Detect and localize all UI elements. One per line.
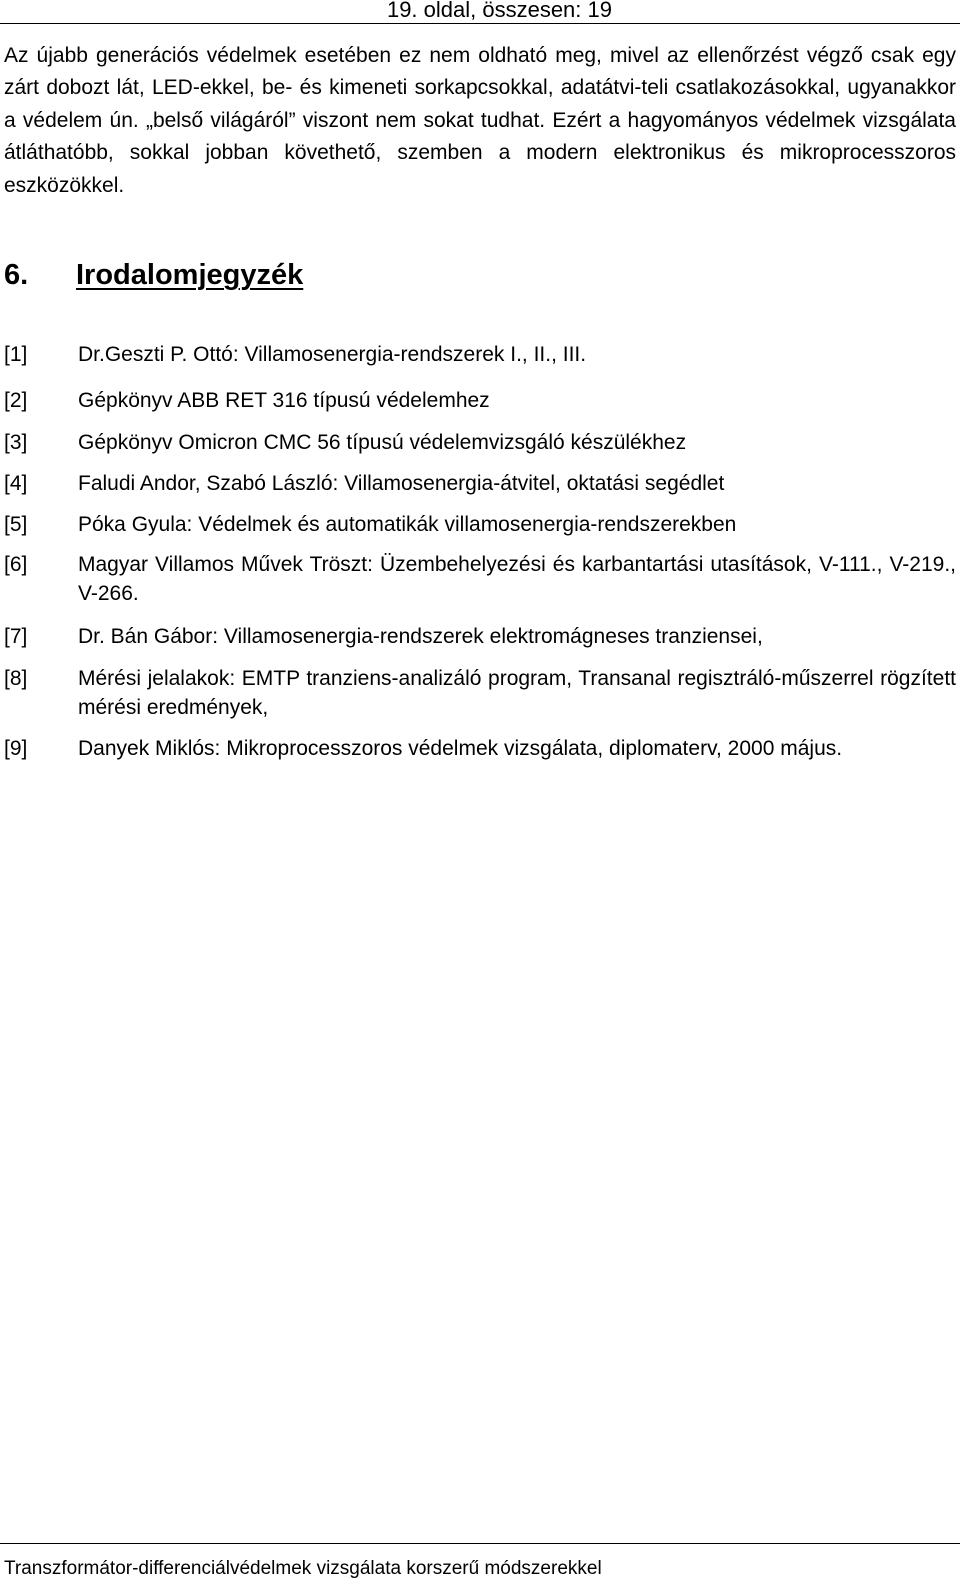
reference-text: Gépkönyv ABB RET 316 típusú védelemhez	[78, 389, 490, 412]
reference-number: [5]	[4, 513, 28, 536]
page-footer	[0, 1543, 960, 1582]
reference-number: [7]	[4, 625, 28, 648]
body-paragraph: Az újabb generációs védelmek esetében ez nem oldható meg, mivel az ellenőrzést végző csak egy zárt dobozt lát, LED-ekkel, be- és kimeneti sorkapcsokkal, adatátvi-teli csatlakozásokkal, ugyanakkor a védelem ún. „belső világáról” viszont nem sokat tudhat. Ezért a hagyományos védelmek vizsgálata átláthatóbb, sokkal jobban követhető, szemben a modern elektronikus és mikroprocesszoros eszközökkel.	[4, 44, 956, 197]
reference-item	[4, 386, 956, 415]
reference-text: Mérési jelalakok: EMTP tranziens-analizáló program, Transanal regisztráló-műszerrel rögzített mérési eredmények,	[78, 667, 956, 719]
reference-item	[4, 428, 956, 457]
reference-number: [2]	[4, 389, 28, 412]
section-title: Irodalomjegyzék	[76, 259, 304, 291]
reference-number: [9]	[4, 737, 28, 760]
body-paragraph-block	[4, 40, 956, 202]
reference-item	[4, 340, 956, 369]
reference-number: [8]	[4, 667, 28, 690]
reference-text: Póka Gyula: Védelmek és automatikák villamosenergia-rendszerekben	[78, 513, 737, 536]
section-number: 6.	[4, 259, 29, 291]
reference-item	[4, 469, 956, 498]
page-header	[0, 0, 960, 24]
reference-item	[4, 510, 956, 539]
reference-number: [1]	[4, 343, 28, 366]
reference-text: Magyar Villamos Művek Tröszt: Üzembehelyezési és karbantartási utasítások, V-111., V-219., V-266.	[78, 553, 956, 605]
reference-text: Gépkönyv Omicron CMC 56 típusú védelemvizsgáló készülékhez	[78, 431, 687, 454]
reference-item	[4, 734, 956, 763]
reference-text: Dr.Geszti P. Ottó: Villamosenergia-rendszerek I., II., III.	[78, 343, 587, 366]
reference-text: Dr. Bán Gábor: Villamosenergia-rendszerek elektromágneses tranziensei,	[78, 625, 763, 648]
reference-number: [3]	[4, 431, 28, 454]
reference-text: Danyek Miklós: Mikroprocesszoros védelmek vizsgálata, diplomaterv, 2000 május.	[78, 737, 843, 760]
reference-text: Faludi Andor, Szabó László: Villamosenergia-átvitel, oktatási segédlet	[78, 472, 725, 495]
reference-number: [4]	[4, 472, 28, 495]
reference-number: [6]	[4, 553, 28, 576]
footer-title: Transzformátor-differenciálvédelmek vizsgálata korszerű módszerekkel	[4, 1558, 602, 1579]
section-heading	[4, 257, 303, 293]
reference-item	[4, 550, 956, 608]
reference-item	[4, 622, 956, 651]
reference-item	[4, 664, 956, 722]
page-indicator: 19. oldal, összesen: 19	[386, 0, 612, 22]
